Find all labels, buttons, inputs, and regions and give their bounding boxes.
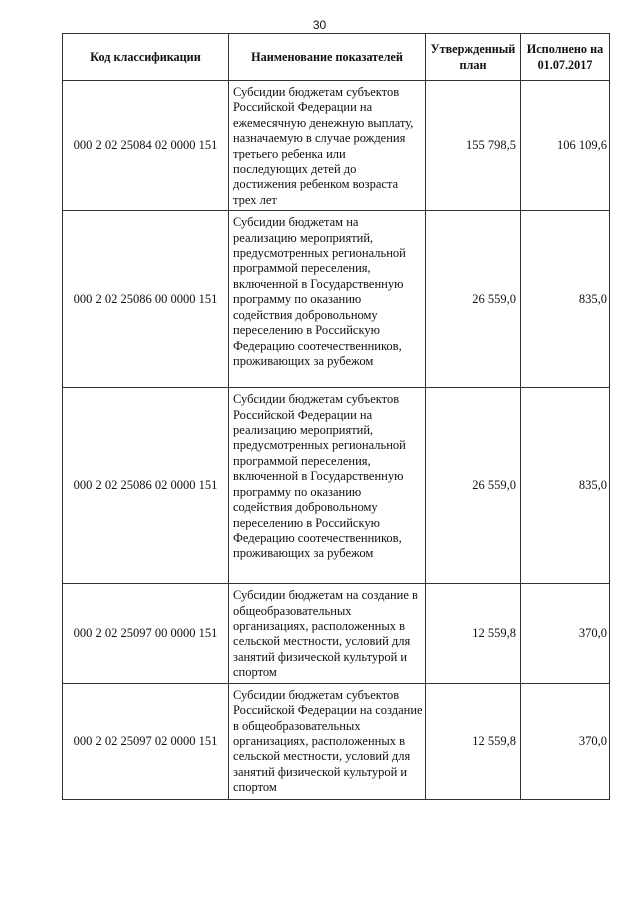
row-name: Субсидии бюджетам субъектов Российской Федерации на реализацию мероприятий, предусмотренных региональной программой переселения, включенной в Государственную программу по оказанию содействия добровольному переселению в Российскую Федерацию соотечественников, проживающих за рубежом (229, 388, 426, 584)
row-name: Субсидии бюджетам субъектов Российской Федерации на создание в общеобразовательных организациях, расположенных в сельской местности, условий для занятий физической культурой и спортом (229, 683, 426, 799)
row-plan: 26 559,0 (426, 388, 521, 584)
row-code: 000 2 02 25097 02 0000 151 (63, 683, 229, 799)
row-code: 000 2 02 25097 00 0000 151 (63, 584, 229, 683)
row-code: 000 2 02 25086 02 0000 151 (63, 388, 229, 584)
row-name: Субсидии бюджетам на реализацию мероприятий, предусмотренных региональной программой переселения, включенной в Государственную программу по оказанию содействия добровольному переселению в Российскую Федерацию соотечественников, проживающих за рубежом (229, 211, 426, 388)
table-header-row (63, 34, 610, 81)
header-name: Наименование показателей (229, 34, 426, 81)
budget-table (62, 33, 610, 800)
row-done: 835,0 (521, 211, 610, 388)
row-done: 106 109,6 (521, 81, 610, 211)
row-code: 000 2 02 25086 00 0000 151 (63, 211, 229, 388)
row-name: Субсидии бюджетам субъектов Российской Федерации на ежемесячную денежную выплату, назначаемую в случае рождения третьего ребенка или последующих детей до достижения ребенком возраста трех лет (229, 81, 426, 211)
table-row (63, 81, 610, 211)
page-number: 30 (312, 18, 327, 32)
table-row (63, 211, 610, 388)
table-row (63, 683, 610, 799)
header-done: Исполнено на 01.07.2017 (521, 34, 610, 81)
table-row (63, 388, 610, 584)
row-code: 000 2 02 25084 02 0000 151 (63, 81, 229, 211)
row-done: 370,0 (521, 584, 610, 683)
row-done: 370,0 (521, 683, 610, 799)
header-plan: Утвержденный план (426, 34, 521, 81)
row-name: Субсидии бюджетам на создание в общеобразовательных организациях, расположенных в сельской местности, условий для занятий физической культурой и спортом (229, 584, 426, 683)
row-plan: 155 798,5 (426, 81, 521, 211)
row-plan: 26 559,0 (426, 211, 521, 388)
row-plan: 12 559,8 (426, 683, 521, 799)
row-done: 835,0 (521, 388, 610, 584)
row-plan: 12 559,8 (426, 584, 521, 683)
table-row (63, 584, 610, 683)
header-code: Код классификации (63, 34, 229, 81)
